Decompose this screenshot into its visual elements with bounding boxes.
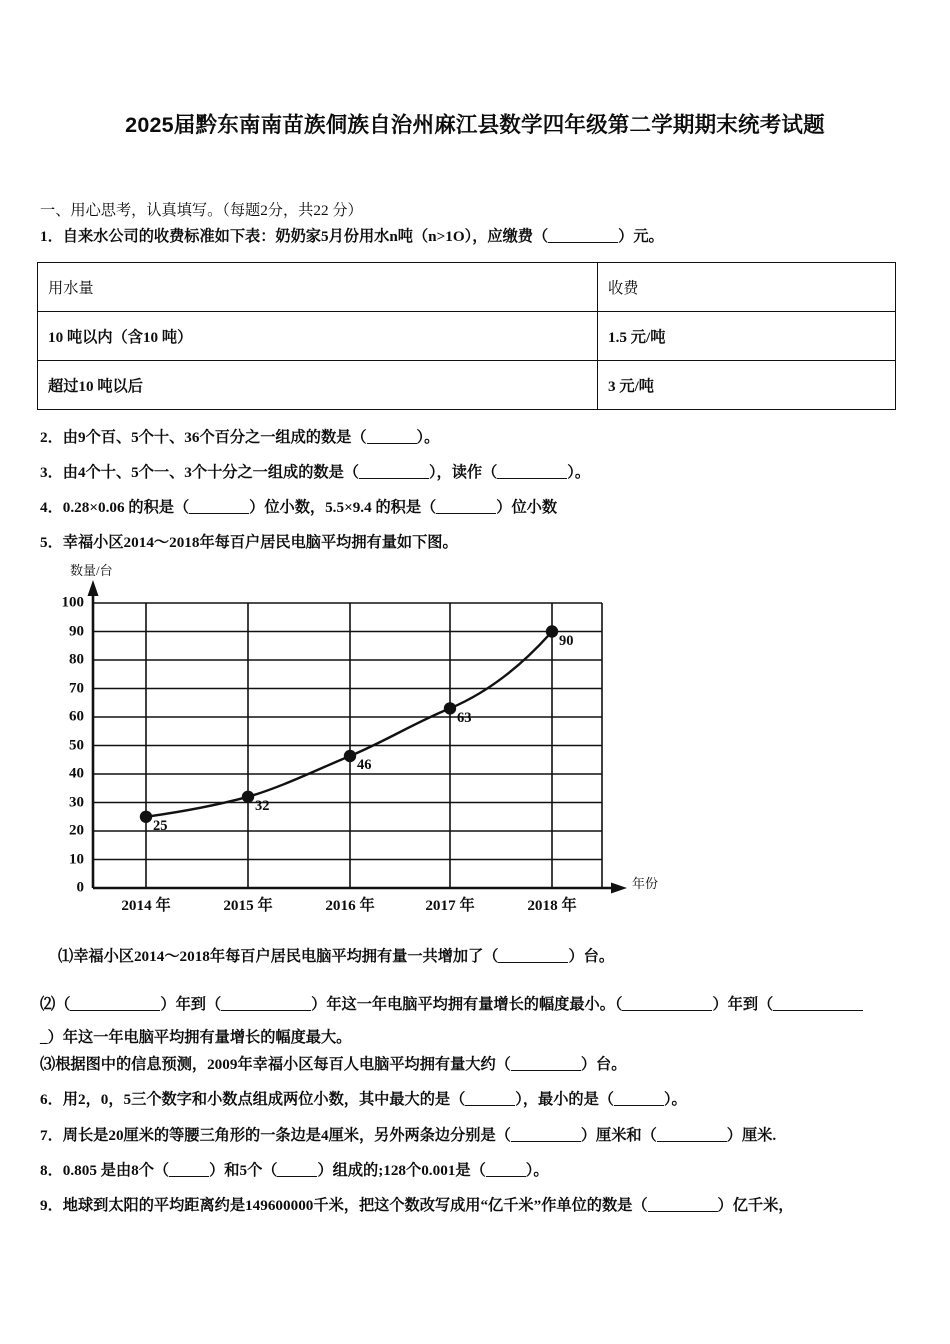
answer-blank[interactable] <box>70 997 160 1011</box>
answer-blank[interactable] <box>657 1128 727 1142</box>
question-8-part3: ）组成的;128个0.001是（ <box>317 1162 486 1179</box>
question-5-sub3-part2: ）台。 <box>580 1056 627 1073</box>
chart-gridlines-horizontal <box>93 603 602 860</box>
chart-y-tick: 50 <box>69 737 84 753</box>
chart-y-axis <box>88 580 99 888</box>
chart-point-label: 32 <box>255 798 270 814</box>
chart-x-tick: 2015 年 <box>223 897 273 914</box>
question-5-sub2-part2: ）年到（ <box>160 996 222 1013</box>
chart-point-label: 25 <box>153 818 168 834</box>
chart-x-axis-label: 年份 <box>632 876 659 891</box>
question-4-part2: ）位小数，5.5×9.4 的积是（ <box>249 499 437 516</box>
answer-blank[interactable] <box>436 500 496 514</box>
question-9-part2: ）亿千米， <box>717 1197 794 1214</box>
chart-x-tick: 2014 年 <box>121 897 171 914</box>
answer-blank[interactable] <box>359 465 429 479</box>
chart-x-tick: 2016 年 <box>325 897 375 914</box>
chart-x-tick: 2018 年 <box>527 897 577 914</box>
answer-blank[interactable] <box>189 500 249 514</box>
answer-blank[interactable] <box>277 1163 317 1177</box>
question-3-part2: ），读作（ <box>428 464 498 481</box>
question-7-part2: ）厘米和（ <box>580 1127 657 1144</box>
chart-y-tick: 70 <box>69 680 84 696</box>
question-5-sub3 <box>40 1055 626 1075</box>
chart-y-tick: 30 <box>69 794 84 810</box>
chart-y-tick: 0 <box>76 879 84 896</box>
question-3-part3: ）。 <box>567 464 591 481</box>
question-8-part4: ）。 <box>525 1162 549 1179</box>
page-title: 2025届黔东南南苗族侗族自治州麻江县数学四年级第二学期期末统考试题 <box>125 113 825 137</box>
question-5-sub2-part1: ⑵（ <box>40 996 71 1013</box>
chart-y-tick: 40 <box>69 765 84 782</box>
chart-point-label: 63 <box>457 710 472 726</box>
question-6 <box>40 1090 687 1110</box>
question-4 <box>40 498 557 518</box>
answer-blank[interactable] <box>497 465 567 479</box>
question-5-sub1-part2: ）台。 <box>568 948 614 965</box>
answer-blank[interactable] <box>548 229 618 243</box>
chart-y-tick: 100 <box>61 594 84 611</box>
answer-blank[interactable] <box>367 430 417 444</box>
question-9-part1: 9．地球到太阳的平均距离约是149600000千米，把这个数改写成用“亿千米”作单位的数是（ <box>40 1197 648 1214</box>
answer-blank[interactable] <box>221 997 311 1011</box>
chart-y-tick: 10 <box>69 851 84 867</box>
chart-point-label: 46 <box>357 757 372 773</box>
question-2-text: 2．由9个百、5个十、36个百分之一组成的数是（ <box>40 429 367 446</box>
question-5-sub1 <box>58 947 614 967</box>
answer-blank[interactable] <box>622 997 712 1011</box>
chart-canvas <box>40 560 660 900</box>
question-5-sub3-part1: ⑶根据图中的信息预测，2009年幸福小区每百人电脑平均拥有量大约（ <box>40 1056 511 1073</box>
question-5-sub2 <box>40 995 863 1015</box>
table-cell-usage: 10 吨以内（含10 吨） <box>38 312 598 361</box>
answer-blank[interactable] <box>169 1163 209 1177</box>
table-row <box>38 361 896 410</box>
question-5-stem: 5．幸福小区2014～2018年每百户居民电脑平均拥有量如下图。 <box>40 534 458 551</box>
table-header-fee: 收费 <box>598 263 896 312</box>
question-8-part1: 8．0.805 是由8个（ <box>40 1162 170 1179</box>
question-5-sub2-wrap: _）年这一年电脑平均拥有量增长的幅度最大。 <box>40 1029 352 1046</box>
chart-y-tick: 90 <box>69 623 84 639</box>
question-3-part1: 3．由4个十、5个一、3个十分之一组成的数是（ <box>40 464 359 481</box>
table-cell-fee: 3 元/吨 <box>598 361 896 410</box>
line-chart <box>40 560 660 930</box>
answer-blank[interactable] <box>465 1092 515 1106</box>
chart-data-markers <box>140 625 558 823</box>
table-header-row <box>38 263 896 312</box>
table-cell-usage: 超过10 吨以后 <box>38 361 598 410</box>
answer-blank[interactable] <box>511 1057 581 1071</box>
question-3 <box>40 463 590 483</box>
question-1 <box>40 227 664 247</box>
chart-y-tick: 20 <box>69 822 84 839</box>
answer-blank[interactable] <box>511 1128 581 1142</box>
question-6-part3: ）。 <box>663 1091 687 1108</box>
question-7-part3: ）厘米. <box>726 1127 777 1144</box>
answer-blank[interactable] <box>648 1198 718 1212</box>
question-1-text: 1．自来水公司的收费标准如下表：奶奶家5月份用水n吨（n>1O），应缴费（ <box>40 228 549 245</box>
question-8-part2: ）和5个（ <box>209 1162 278 1179</box>
question-1-suffix: ）元。 <box>618 228 664 245</box>
answer-blank[interactable] <box>773 997 863 1011</box>
question-5-sub2-part4: ）年到（ <box>712 996 774 1013</box>
fee-table <box>37 262 896 410</box>
answer-blank[interactable] <box>498 949 568 963</box>
answer-blank[interactable] <box>486 1163 526 1177</box>
chart-y-axis-label: 数量/台 <box>70 563 113 578</box>
question-4-part1: 4．0.28×0.06 的积是（ <box>40 499 190 516</box>
question-6-part1: 6．用2，0，5三个数字和小数点组成两位小数，其中最大的是（ <box>40 1091 466 1108</box>
question-7-part1: 7．周长是20厘米的等腰三角形的一条边是4厘米，另外两条边分别是（ <box>40 1127 511 1144</box>
question-5-sub2-part3: ）年这一年电脑平均拥有量增长的幅度最小。（ <box>311 996 623 1013</box>
question-8 <box>40 1161 549 1181</box>
chart-y-tick: 60 <box>69 708 84 725</box>
chart-y-tick: 80 <box>69 651 84 668</box>
section-heading: 一、用心思考，认真填写。（每题2分，共22 分） <box>40 202 363 219</box>
question-7 <box>40 1126 776 1146</box>
question-4-part3: ）位小数 <box>496 499 557 516</box>
chart-x-tick: 2017 年 <box>425 897 475 914</box>
question-9 <box>40 1196 793 1216</box>
question-2-suffix: ）。 <box>416 429 440 446</box>
question-5-sub1-part1: ⑴幸福小区2014～2018年每百户居民电脑平均拥有量一共增加了（ <box>58 948 499 965</box>
table-header-usage: 用水量 <box>38 263 598 312</box>
answer-blank[interactable] <box>614 1092 664 1106</box>
chart-point-label: 90 <box>559 633 574 649</box>
table-cell-fee: 1.5 元/吨 <box>598 312 896 361</box>
question-6-part2: ），最小的是（ <box>515 1091 614 1108</box>
table-row <box>38 312 896 361</box>
chart-x-axis <box>93 883 627 894</box>
question-2 <box>40 428 439 448</box>
